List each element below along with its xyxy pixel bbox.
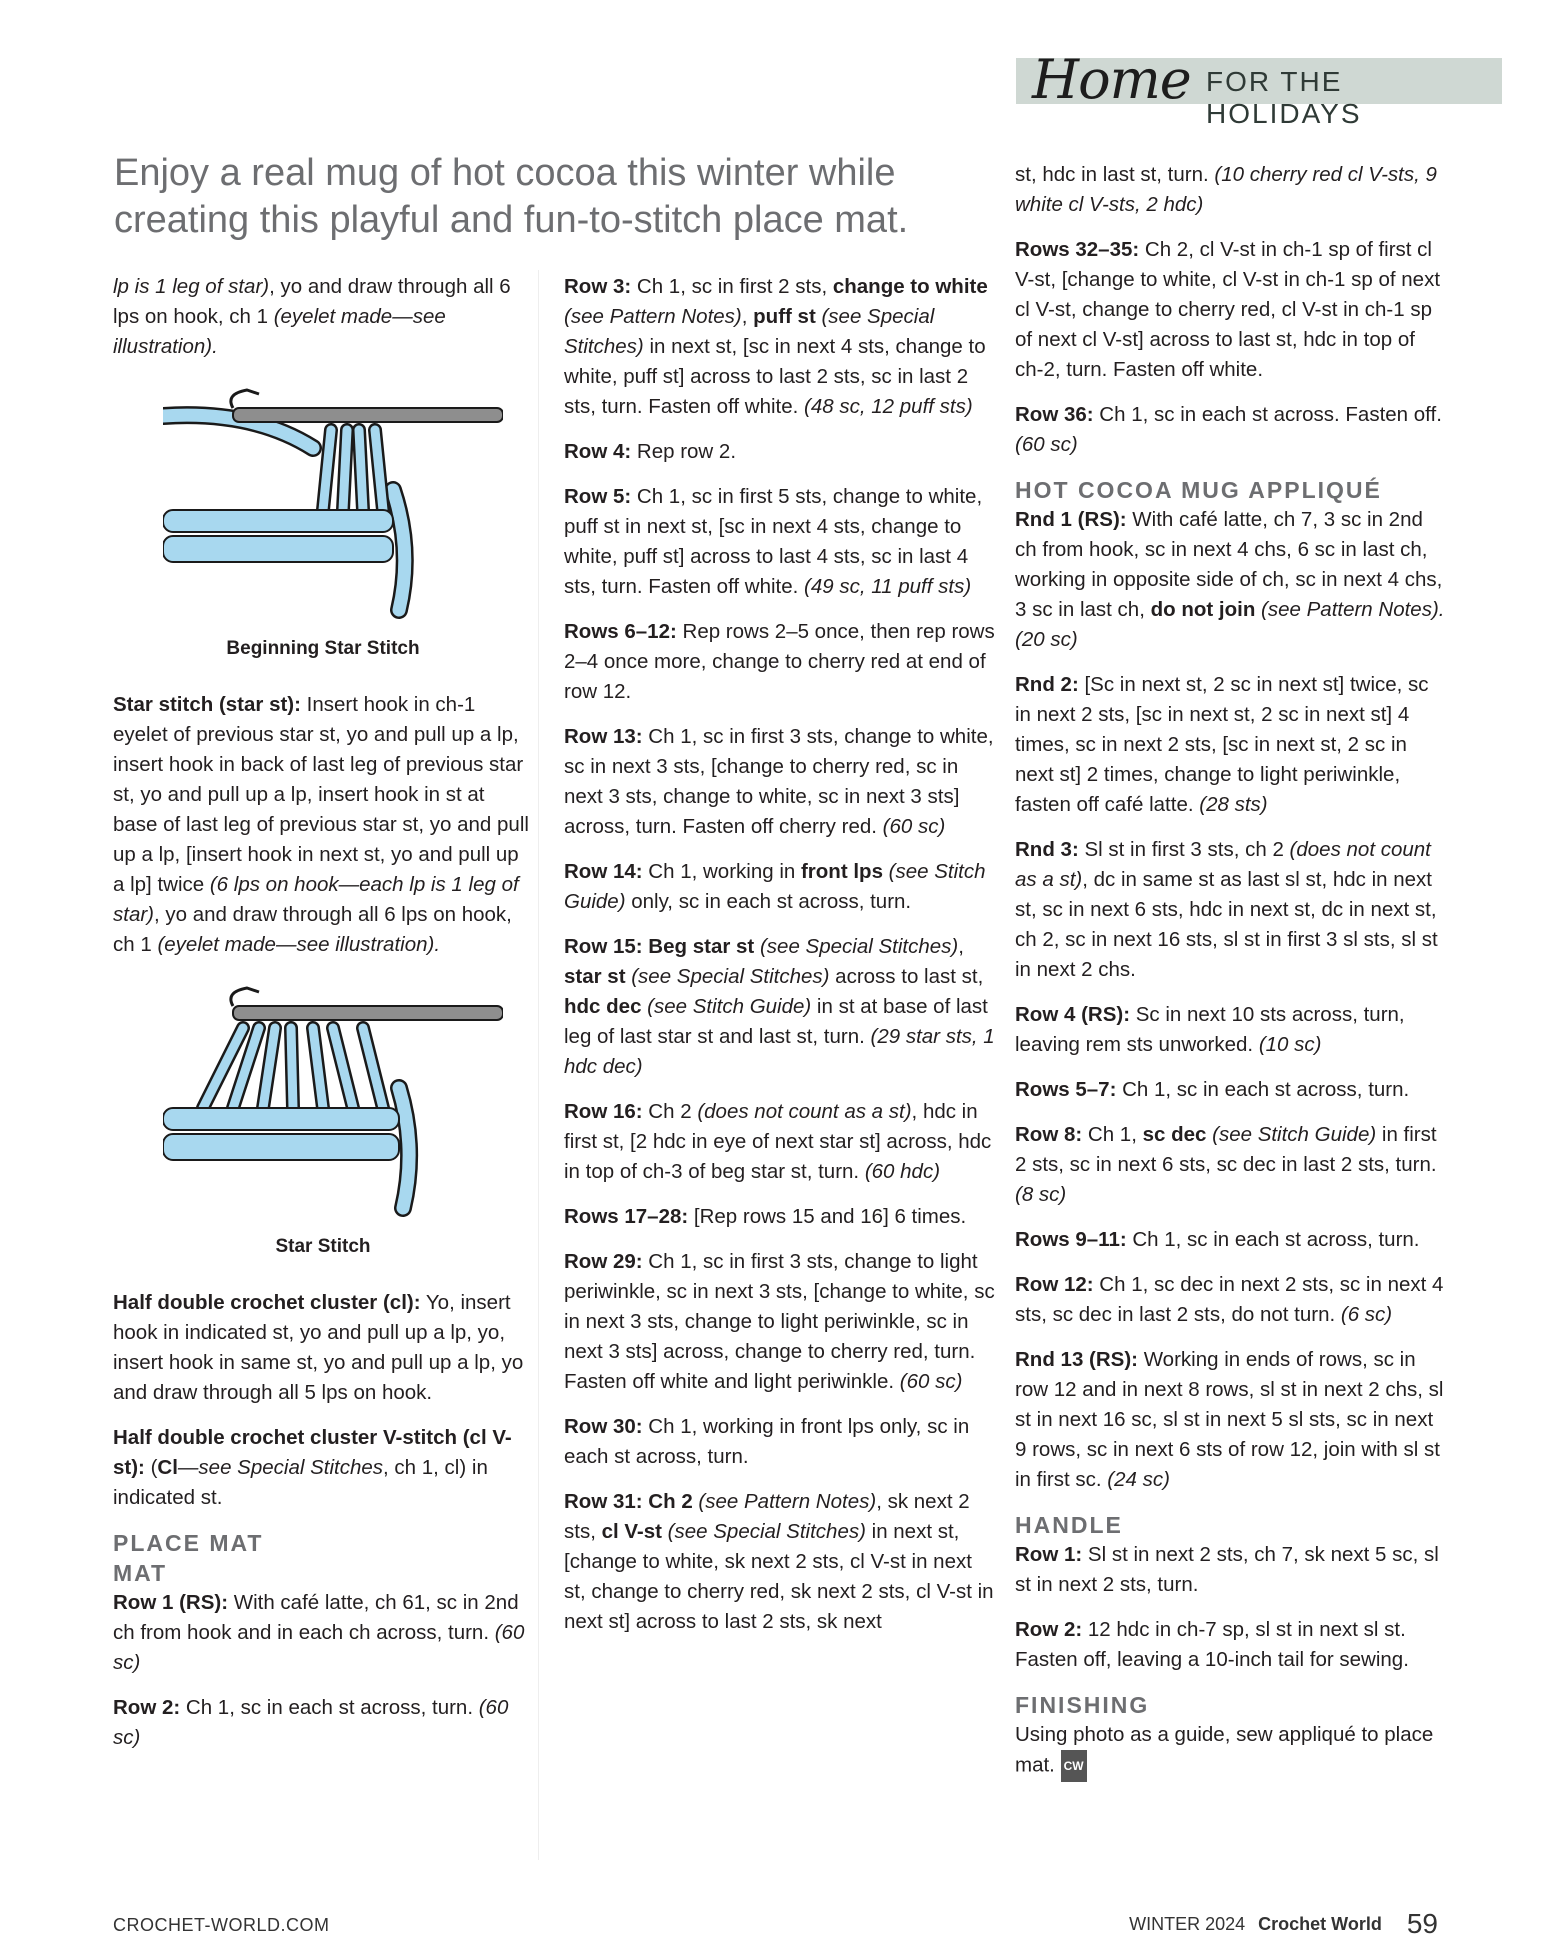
heading-mug-applique: HOT COCOA MUG APPLIQUÉ: [1015, 477, 1382, 503]
banner-script-word: Home: [1032, 48, 1191, 111]
row-31-continued: st, hdc in last st, turn. (10 cherry red cl V-sts, 9 white cl V-sts, 2 hdc): [1015, 163, 1437, 216]
finishing-text: Using photo as a guide, sew appliqué to place mat. CW: [1015, 1720, 1447, 1782]
row-30: Row 30: Ch 1, working in front lps only, sc in each st across, turn.: [564, 1415, 970, 1468]
row-8: Row 8: Ch 1, sc dec (see Stitch Guide) in first 2 sts, sc in next 6 sts, sc dec in last 2 sts, turn. (8 sc): [1015, 1123, 1437, 1206]
column-2: [564, 272, 996, 1652]
row-36: Row 36: Ch 1, sc in each st across. Fasten off. (60 sc): [1015, 403, 1442, 456]
row-31: Row 31: Ch 2 (see Pattern Notes), sk next 2 sts, cl V-st (see Special Stitches) in next st, [change to white, sk next 2 sts, cl V-st in next st, change to cherry red, sk next 2 sts, cl V-st in next st] across to last 2 sts, sk next: [564, 1490, 994, 1633]
intro-text: Enjoy a real mug of hot cocoa this winter while creating this playful and fun-to-stitch place mat.: [114, 152, 909, 241]
row-5: Row 5: Ch 1, sc in first 5 sts, change to white, puff st in next st, [sc in next 4 sts, change to white, puff st] across to last 4 sts, sc in last 4 sts, turn. Fasten off white. (49 sc, 11 puff sts): [564, 485, 983, 598]
handle-row-2: Row 2: 12 hdc in ch-7 sp, sl st in next sl st. Fasten off, leaving a 10-inch tail for sewing.: [1015, 1618, 1409, 1671]
rnd-1: Rnd 1 (RS): With café latte, ch 7, 3 sc in 2nd ch from hook, sc in next 4 chs, 6 sc in last ch, working in opposite side of ch, sc in next 4 chs, 3 sc in last ch, do not join (see Pattern Notes). (20 sc): [1015, 508, 1445, 651]
column-1: [113, 272, 533, 1768]
page-number: 59: [1406, 1908, 1438, 1939]
star-stitch-illustration: [163, 978, 503, 1228]
star-stitch-def: Star stitch (star st): Insert hook in ch-1 eyelet of previous star st, yo and pull up a lp, insert hook in back of last leg of previous star st, yo and pull up a lp, insert hook in st at base of last leg of previous star st, yo and pull up a lp, [insert hook in next st, yo and pull up a lp] twice (6 lps on hook—each lp is 1 leg of star), yo and draw through all 6 lps on hook, ch 1 (eyelet made—see illustration).: [113, 693, 529, 956]
row-12: Row 12: Ch 1, sc dec in next 2 sts, sc in next 4 sts, sc dec in last 2 sts, do not turn. (6 sc): [1015, 1273, 1444, 1326]
row-1: Row 1 (RS): With café latte, ch 61, sc in 2nd ch from hook and in each ch across, turn. (60 sc): [113, 1591, 525, 1674]
heading-handle: HANDLE: [1015, 1512, 1123, 1538]
row-14: Row 14: Ch 1, working in front lps (see Stitch Guide) only, sc in each st across, turn.: [564, 860, 986, 913]
row-2: Row 2: Ch 1, sc in each st across, turn. (60 sc): [113, 1696, 509, 1749]
footer-magazine: Crochet World: [1258, 1914, 1382, 1934]
heading-mat: MAT: [113, 1560, 168, 1586]
banner-title: FOR THE HOLIDAYS: [1206, 66, 1362, 129]
rows-6-12: Rows 6–12: Rep rows 2–5 once, then rep rows 2–4 once more, change to cherry red at end of row 12.: [564, 620, 995, 703]
heading-finishing: FINISHING: [1015, 1692, 1150, 1718]
section-banner: [1016, 48, 1502, 129]
rows-9-11: Rows 9–11: Ch 1, sc in each st across, turn.: [1015, 1228, 1420, 1251]
footer-issue: WINTER 2024: [1129, 1914, 1246, 1934]
row-4-rs: Row 4 (RS): Sc in next 10 sts across, turn, leaving rem sts unworked. (10 sc): [1015, 1003, 1405, 1056]
hdc-cluster-def: Half double crochet cluster (cl): Yo, insert hook in indicated st, yo and pull up a lp, yo, insert hook in same st, yo and pull up a lp, yo and draw through all 5 lps on hook.: [113, 1291, 524, 1404]
row-13: Row 13: Ch 1, sc in first 3 sts, change to white, sc in next 3 sts, [change to cherry red, sc in next 3 sts, change to white, sc in next 3 sts] across, turn. Fasten off cherry red. (60 sc): [564, 725, 994, 838]
row-29: Row 29: Ch 1, sc in first 3 sts, change to light periwinkle, sc in next 3 sts, [change to white, sc in next 3 sts, change to light periwinkle, sc in next 3 sts] across, change to cherry red, turn. Fasten off white and light periwinkle. (60 sc): [564, 1250, 995, 1393]
row-4: Row 4: Rep row 2.: [564, 440, 737, 463]
caption-beginning-star: Beginning Star Stitch: [226, 638, 420, 659]
footer-folio: [1129, 1908, 1438, 1940]
rows-32-35: Rows 32–35: Ch 2, cl V-st in ch-1 sp of first cl V-st, [change to white, cl V-st in ch-1 sp of next cl V-st, change to cherry red, cl V-st in ch-1 sp of next cl V-st] across to last st, hdc in top of ch-2, turn. Fasten off white.: [1015, 238, 1441, 381]
row-16: Row 16: Ch 2 (does not count as a st), hdc in first st, [2 hdc in eye of next star st] across, hdc in top of ch-3 of beg star st, turn. (60 hdc): [564, 1100, 992, 1183]
beginning-star-stitch-illustration: [163, 380, 503, 630]
cw-end-mark: CW: [1061, 1750, 1087, 1782]
rnd-3: Rnd 3: Sl st in first 3 sts, ch 2 (does not count as a st), dc in same st as last sl st, hdc in next st, sc in next 6 sts, hdc in next st, dc in next st, ch 2, sc in next 16 sts, sl st in first 3 sl sts, sl st in next 2 chs.: [1015, 838, 1438, 981]
column-3: [1015, 160, 1447, 1797]
row-15: Row 15: Beg star st (see Special Stitches), star st (see Special Stitches) across to last st, hdc dec (see Stitch Guide) in st at base of last leg of last star st and last st, turn. (29 star sts, 1 hdc dec): [564, 935, 995, 1078]
rows-5-7: Rows 5–7: Ch 1, sc in each st across, turn.: [1015, 1078, 1410, 1101]
footer-website: CROCHET-WORLD.COM: [113, 1915, 330, 1935]
rnd-2: Rnd 2: [Sc in next st, 2 sc in next st] twice, sc in next 2 sts, [sc in next st, 2 sc in next st] 4 times, sc in next 2 sts, [sc in next st, 2 sc in next st] 2 times, change to light periwinkle, fasten off café latte. (28 sts): [1015, 673, 1429, 816]
rows-17-28: Rows 17–28: [Rep rows 15 and 16] 6 times.: [564, 1205, 967, 1228]
caption-star: Star Stitch: [275, 1236, 371, 1257]
rnd-13: Rnd 13 (RS): Working in ends of rows, sc in row 12 and in next 8 rows, sl st in next 2 chs, sl st in next 16 sc, sl st in next 5 sl sts, sc in next 9 rows, sc in next 6 sts of row 12, join with sl st in first sc. (24 sc): [1015, 1348, 1444, 1491]
column-divider: [538, 270, 539, 1860]
hdc-cluster-v-def: Half double crochet cluster V-stitch (cl V-st): (Cl—see Special Stitches, ch 1, cl) in indicated st.: [113, 1426, 512, 1509]
heading-place-mat: PLACE MAT: [113, 1530, 264, 1556]
handle-row-1: Row 1: Sl st in next 2 sts, ch 7, sk next 5 sc, sl st in next 2 sts, turn.: [1015, 1543, 1439, 1596]
row-3: Row 3: Ch 1, sc in first 2 sts, change to white (see Pattern Notes), puff st (see Special Stitches) in next st, [sc in next 4 sts, change to white, puff st] across to last 2 sts, sc in last 2 sts, turn. Fasten off white. (48 sc, 12 puff sts): [564, 275, 988, 418]
star-continuation: lp is 1 leg of star), yo and draw through all 6 lps on hook, ch 1 (eyelet made—see illustration).: [113, 275, 511, 358]
